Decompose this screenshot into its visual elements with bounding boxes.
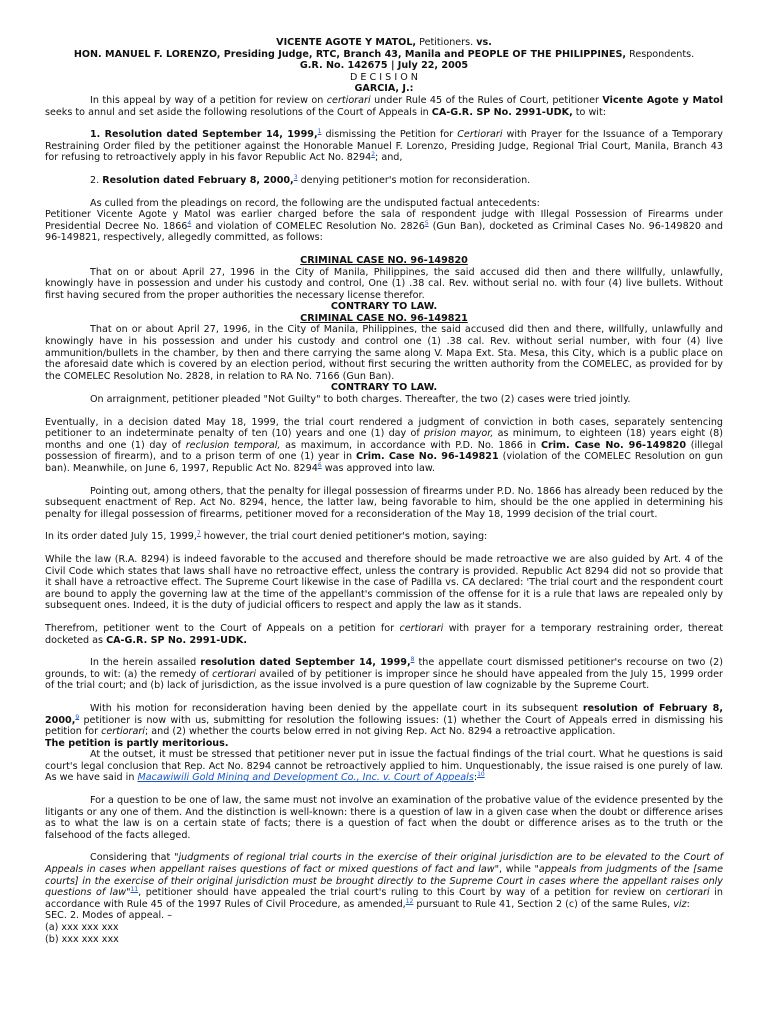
footnote-link[interactable]: 9 <box>75 713 80 721</box>
caption-respondents: HON. MANUEL F. LORENZO, Presiding Judge, RTC, Branch 43, Manila and PEOPLE OF THE PHILIPPINES, Respondents. <box>73 48 695 60</box>
paragraph-resolution-2: 2. Resolution dated February 8, 2000,$^3$ denying petitioner's motion for reconsideration. <box>90 173 531 186</box>
paragraph-quote-trial-court: While the law (R.A. 8294) is indeed favorable to the accused and therefore should be made retroactive we are also guided by Art. 4 of the Civil Code which states that laws shall have no retroactive effect, unless the contrary is provided. Republic Act 8294 did not so provide that it shall have a retroactive effect. The Supreme Court likewise in the case of Padilla vs. CA declared: 'The trial court and the respondent court are bound to apply the governing law at the time of the appellant's commission of the offense for it is a rule that laws are repealed only by subsequent ones. Indeed, it is the duty of judicial officers to respect and apply the law as it stands. <box>45 553 723 612</box>
paragraph-arraignment: On arraignment, petitioner pleaded "Not Guilty" to both charges. Thereafter, the two (2) cases were tried jointly. <box>90 394 631 406</box>
decision-document <box>45 37 723 945</box>
paragraph-outset: At the outset, it must be stressed that petitioner never put in issue the factual findings of the trial court. What he questions is said court's legal conclusion that Rep. Act No. 8294 cannot be retroactively applied to him. Unquestionably, the issue raised is one purely of law. As we have said in Macawiwili Gold Mining and Development Co., Inc. v. Court of Appeals:$^{10}$ <box>45 749 723 784</box>
paragraph-ruling: The petition is partly meritorious. <box>45 737 229 749</box>
criminal-case-2-body: That on or about April 27, 1996, in the City of Manila, Philippines, the said accused did then and there, willfully, unlawfully and knowingly have in his possession and under his custody and control one (1) .38 cal. Rev. without serial number, with four (4) live ammunition/bullets in the chamber, by then and there carrying the same along V. Mapa Ext. Sta. Mesa, this City, which is a public place on the aforesaid date which is covered by an election period, without first securing the written authority from the COMELEC, as provided for by the COMELEC Resolution No. 2828, in relation to RA No. 7166 (Gun Ban). <box>45 324 723 382</box>
footnote-link[interactable]: 12 <box>405 897 414 905</box>
rule-item-a: (a) xxx xxx xxx <box>45 922 119 933</box>
paragraph-question-of-law: For a question to be one of law, the same must not involve an examination of the probative value of the evidence presented by the litigants or any one of them. And the distinction is well-known: there is a question of law in a given case when the doubt or difference arises as to what the law is on a certain state of facts; there is a question of fact when the doubt or difference arises as to the truth or the falsehood of the facts alleged. <box>45 795 723 841</box>
paragraph-motion: Pointing out, among others, that the penalty for illegal possession of firearms under P.D. No. 1866 has already been reduced by the subsequent enactment of Rep. Act No. 8294, hence, the latter law, being favorable to him, should be the one applied in determining his penalty for illegal possession of firearms, petitioner moved for a reconsideration of the May 18, 1999 decision of the trial court. <box>45 485 723 520</box>
rule-section-heading: SEC. 2. Modes of appeal. – <box>45 910 173 922</box>
footnote-link[interactable]: 3 <box>293 173 298 181</box>
paragraph-conviction: Eventually, in a decision dated May 18, 1999, the trial court rendered a judgment of conviction in both cases, separately sentencing petitioner to an indeterminate penalty of ten (10) years and one (1) day of prision mayor, as minimum, to eighteen (18) years eight (8) months and one (1) day of reclusion temporal, as maximum, in accordance with P.D. No. 1866 in Crim. Case No. 96-149820 (illegal possession of firearm), and to a prison term of one (1) year in Crim. Case No. 96-149821 (violation of the COMELEC Resolution on gun ban). Meanwhile, on June 6, 1997, Republic Act No. 8294$^6$ was approved into law. <box>45 416 724 474</box>
contrary-to-law-2: CONTRARY TO LAW. <box>330 382 438 394</box>
case-citation-link[interactable]: Macawiwili Gold Mining and Development Co., Inc. v. Court of Appeals <box>137 772 474 784</box>
footnote-link[interactable]: 2 <box>371 151 376 159</box>
criminal-case-2-heading: CRIMINAL CASE NO. 96-149821 <box>300 312 468 324</box>
paragraph-assailed-resolution: In the herein assailed resolution dated September 14, 1999,$^8$ the appellate court dismissed petitioner's recourse on two (2) grounds, to wit: (a) the remedy of certiorari availed of by petitioner is improper since he should have appealed from the July 15, 1999 order of the trial court; and (b) lack of jurisdiction, as the issue involved is a pure question of law cognizable by the Supreme Court. <box>45 655 723 692</box>
paragraph-issues: With his motion for reconsideration having been denied by the appellate court in its subsequent resolution of February 8, 2000,$^9$ petitioner is now with us, submitting for resolution the following issues: (1) whether the Court of Appeals erred in dismissing his petition for certiorari; and (2) whether the courts below erred in not giving Rep. Act No. 8294 a retroactive application. <box>45 702 723 738</box>
decision-heading: D E C I S I O N <box>350 71 418 83</box>
ponente: GARCIA, J.: <box>354 83 414 95</box>
paragraph-charges: Petitioner Vicente Agote y Matol was earlier charged before the sala of respondent judge with Illegal Possession of Firearms under Presidential Decree No. 1866$^4$ and violation of COMELEC Resolution No. 2826$^5$ (Gun Ban), docketed as Criminal Cases No. 96-149820 and 96-149821, respectively, allegedly committed, as follows: <box>45 209 723 244</box>
footnote-link[interactable]: 7 <box>196 530 201 538</box>
case-number: G.R. No. 142675 | July 22, 2005 <box>299 60 469 72</box>
criminal-case-1-heading: CRIMINAL CASE NO. 96-149820 <box>300 254 468 266</box>
paragraph-certiorari: Therefrom, petitioner went to the Court of Appeals on a petition for certiorari with prayer for a temporary restraining order, thereat docketed as CA-G.R. SP No. 2991-UDK. <box>45 622 724 646</box>
caption-parties: VICENTE AGOTE Y MATOL, Petitioners. vs. <box>276 37 492 48</box>
footnote-link[interactable]: 10 <box>477 771 485 779</box>
footnote-link[interactable]: 8 <box>410 655 415 663</box>
paragraph-order: In its order dated July 15, 1999,$^7$ however, the trial court denied petitioner's motion, saying: <box>45 530 488 543</box>
footnote-link[interactable]: 11 <box>130 886 139 894</box>
paragraph-antecedents: As culled from the pleadings on record, the following are the undisputed factual antecedents: <box>90 197 540 209</box>
footnote-link[interactable]: 6 <box>317 461 322 469</box>
footnote-link[interactable]: 1 <box>317 127 322 135</box>
criminal-case-1-body: That on or about April 27, 1996 in the City of Manila, Philippines, the said accused did then and there willfully, unlawfully, knowingly have in possession and under his custody and control, One (1) .38 cal. Rev. without serial no. with four (4) live bullets. Without first having secured from the proper authorities the necessary license therefor. <box>45 266 723 301</box>
paragraph-considering: Considering that "judgments of regional trial courts in the exercise of their original jurisdiction are to be elevated to the Court of Appeals in cases when appellant raises questions of fact or mixed questions of fact and law", while "appeals from judgments of the [same courts] in the exercise of their original jurisdiction must be brought directly to the Supreme Court in cases where the appellant raises only questions of law"$^{11}$, petitioner should have appealed the trial court's ruling to this Court by way of a petition for review on certiorari in accordance with Rule 45 of the 1997 Rules of Civil Procedure, as amended,$^{12}$ pursuant to Rule 41, Section 2 (c) of the same Rules, viz: <box>45 852 723 910</box>
paragraph-resolution-1: 1. Resolution dated September 14, 1999,$^1$ dismissing the Petition for Certiorari with Prayer for the Issuance of a Temporary Restraining Order filed by the petitioner against the Honorable Manuel F. Lorenzo, Presiding Judge, Regional Trial Court, Manila, Branch 43 for refusing to retroactively apply in his favor Republic Act No. 8294$^2$; and, <box>45 127 723 164</box>
footnote-link[interactable]: 5 <box>424 219 429 227</box>
paragraph-intro: In this appeal by way of a petition for review on certiorari under Rule 45 of the Rules of Court, petitioner Vicente Agote y Matol seeks to annul and set aside the following resolutions of the Court of Appeals in CA-G.R. SP No. 2991-UDK, to wit: <box>45 94 723 118</box>
rule-item-b: (b) xxx xxx xxx <box>45 933 119 945</box>
footnote-link[interactable]: 4 <box>187 219 192 227</box>
contrary-to-law-1: CONTRARY TO LAW. <box>330 301 438 313</box>
